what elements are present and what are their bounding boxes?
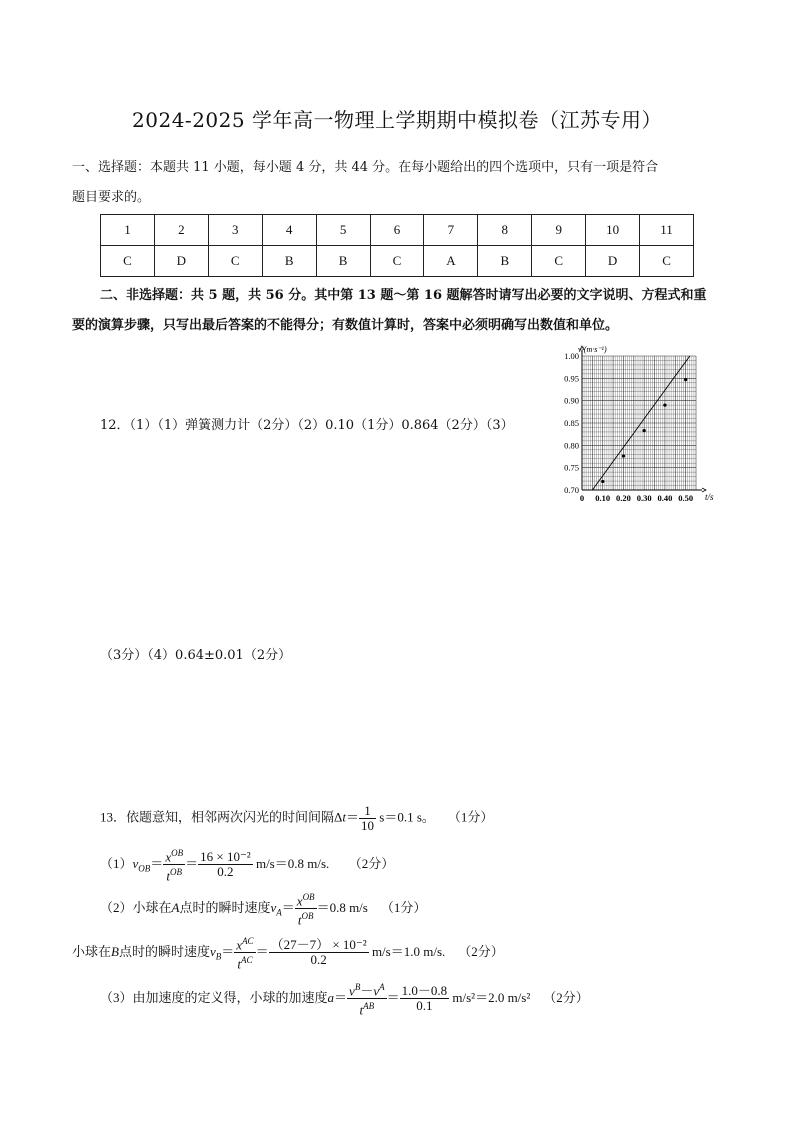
point-b-label: B: [111, 943, 119, 959]
q13-part2: [100, 890, 426, 928]
q12-answer-line2: （3分）（4）0.64±0.01（2分）: [100, 648, 292, 663]
question-number: 3: [208, 215, 262, 246]
answer-cell: A: [424, 246, 478, 277]
equals-sign: ＝: [386, 989, 400, 1005]
equals-sign: ＝: [334, 989, 348, 1005]
q13-part3-symbol-fraction: [347, 980, 387, 1018]
q13-intro-result: s＝0.1 s。: [376, 809, 435, 825]
displacement-superscript: OB: [302, 892, 315, 902]
y-axis-label: v/(m·s⁻¹): [578, 345, 607, 354]
q13-intro: [100, 804, 493, 833]
q13-part2b: [72, 934, 504, 972]
equals-sign: ＝: [255, 943, 269, 959]
fraction-numerator: 1: [359, 804, 376, 819]
time-superscript: OB: [301, 911, 314, 922]
q13-part2b-text2: 点时的瞬时速度: [118, 943, 210, 959]
data-point: [601, 480, 604, 483]
q13-part2b-symbol-fraction: [234, 934, 255, 972]
q13-intro-fraction: [359, 804, 376, 833]
y-tick-label: 0.80: [564, 440, 579, 451]
q13-intro-t: t: [342, 809, 346, 825]
answer-cell: B: [316, 246, 370, 277]
q13-part2-text: （2）小球在: [100, 899, 172, 915]
time-symbol: t: [297, 912, 302, 928]
time-symbol: t: [359, 1002, 364, 1018]
chart-axes: [580, 346, 706, 492]
fraction-denominator: 0.1: [416, 998, 433, 1014]
fraction-denominator: 0.2: [310, 952, 327, 968]
x-tick-label: 0.50: [678, 493, 694, 503]
answer-table-answer-row: [101, 246, 694, 277]
time-symbol: t: [237, 956, 241, 972]
page-title: 2024-2025 学年高一物理上学期期中模拟卷（江苏专用）: [132, 108, 662, 132]
question-number: 1: [101, 215, 155, 246]
question-number: 2: [154, 215, 208, 246]
y-tick-label: 0.75: [564, 462, 579, 473]
time-symbol: t: [166, 868, 171, 884]
answer-cell: C: [208, 246, 262, 277]
question-number: 8: [478, 215, 532, 246]
section1-instruction-line2: 题目要求的。: [72, 190, 151, 205]
fraction-denominator: [163, 865, 185, 883]
answer-cell: C: [640, 246, 694, 277]
fraction-numerator: [163, 846, 185, 865]
time-superscript: AB: [363, 1001, 375, 1012]
answer-cell: D: [154, 246, 208, 277]
fraction-numerator: [234, 934, 255, 953]
question-number: 6: [370, 215, 424, 246]
section2-instruction-line2: 要的演算步骤，只写出最后答案的不能得分；有数值计算时，答案中必须明确写出数值和单位。: [72, 318, 619, 333]
fraction-numerator: 1.0－0.8: [401, 983, 448, 999]
y-tick-label: 0.95: [564, 373, 579, 384]
x-tick-label: 0.40: [657, 493, 673, 503]
equals-sign: ＝: [221, 943, 235, 959]
q13-part1-result: m/s＝0.8 m/s.: [252, 855, 330, 871]
velocity-subscript: OB: [138, 863, 151, 874]
velocity-subscript: A: [276, 907, 282, 918]
fraction-numerator: （27－7） × 10⁻²: [270, 937, 367, 953]
section1-instruction-line1: 一、选择题：本题共 11 小题，每小题 4 分，共 44 分。在每小题给出的四个选项中，只有一项是符合: [72, 160, 659, 175]
q13-part2-fraction: [295, 890, 317, 928]
fraction-denominator: [295, 909, 317, 927]
section2-instruction-line1: 二、非选择题：共 5 题，共 56 分。其中第 13 题～第 16 题解答时请写出必要的文字说明、方程式和重: [100, 288, 707, 303]
q13-intro-score: （1分）: [447, 809, 494, 825]
answer-table-number-row: [101, 215, 694, 246]
q13-part2b-result: m/s＝1.0 m/s.: [368, 943, 446, 959]
answer-cell: B: [478, 246, 532, 277]
displacement-superscript: AC: [242, 936, 254, 946]
equals-sign: ＝: [281, 899, 295, 915]
q13-part3-result: m/s²＝2.0 m/s²: [449, 989, 531, 1005]
answer-cell: C: [101, 246, 155, 277]
acceleration-symbol: a: [327, 989, 335, 1005]
q13-part1-prefix: （1）: [100, 855, 133, 871]
question-number: 5: [316, 215, 370, 246]
fraction-denominator: 10: [361, 818, 375, 833]
answer-cell: B: [262, 246, 316, 277]
velocity-superscript: A: [379, 982, 385, 992]
data-point: [622, 454, 625, 457]
data-point: [663, 404, 666, 407]
displacement-superscript: OB: [171, 848, 184, 858]
equals-sign: ＝: [185, 855, 199, 871]
answer-table: [100, 214, 694, 277]
velocity-symbol: v: [132, 855, 139, 871]
velocity-symbol: v: [373, 983, 380, 999]
displacement-symbol: x: [296, 893, 303, 909]
fraction-denominator: [347, 999, 387, 1017]
q13-part2b-value-fraction: [269, 938, 369, 967]
q13-part1-symbol-fraction: [163, 846, 185, 884]
fraction-numerator: [295, 890, 317, 909]
q13-intro-eq: ＝: [346, 809, 360, 825]
fraction-denominator: 0.2: [217, 864, 234, 880]
question-number: 9: [532, 215, 586, 246]
velocity-subscript: B: [215, 951, 222, 962]
x-tick-label: 0.20: [616, 493, 631, 503]
y-tick-label: 0.70: [564, 485, 579, 495]
q13-part3-value-fraction: [400, 984, 450, 1013]
q13-intro-text: 13．依题意知，相邻两次闪光的时间间隔Δ: [100, 809, 343, 825]
q13-part1: [100, 846, 394, 884]
q13-part3: [100, 980, 589, 1018]
q13-part3-text: （3）由加速度的定义得，小球的加速度: [100, 989, 328, 1005]
q13-part2-text2: 点时的瞬时速度: [179, 899, 271, 915]
answer-cell: C: [532, 246, 586, 277]
y-tick-label: 0.85: [564, 418, 579, 428]
q13-part2b-text: 小球在: [72, 943, 112, 959]
point-a-label: A: [171, 899, 180, 915]
equals-sign: ＝: [150, 855, 164, 871]
x-axis-label: t/s: [705, 492, 714, 502]
data-point: [643, 429, 646, 432]
vt-chart: [548, 342, 724, 510]
velocity-symbol: v: [270, 899, 277, 915]
minus-sign: －: [360, 983, 374, 999]
x-tick-label: 0.10: [595, 493, 611, 503]
answer-cell: C: [370, 246, 424, 277]
x-tick-label: 0: [579, 493, 585, 503]
time-superscript: AC: [240, 955, 253, 966]
velocity-superscript: B: [354, 982, 361, 992]
q13-part2b-score: （2分）: [458, 943, 504, 959]
fraction-numerator: [347, 980, 387, 999]
chart-grid: [582, 356, 696, 490]
q12-answer-line1: 12．（1）（1）弹簧测力计（2分）（2）0.10（1分）0.864（2分）（3）: [100, 418, 514, 433]
question-number: 7: [424, 215, 478, 246]
fraction-denominator: [234, 953, 255, 971]
q13-part2-result: ＝0.8 m/s: [316, 899, 368, 915]
y-tick-label: 0.90: [564, 395, 579, 406]
q13-part2-score: （1分）: [380, 899, 427, 915]
answer-cell: D: [586, 246, 640, 277]
q13-part1-score: （2分）: [348, 855, 395, 871]
y-tick-label: 1.00: [564, 351, 579, 361]
q13-part1-value-fraction: [198, 850, 253, 879]
fraction-numerator: 16 × 10⁻²: [200, 849, 251, 865]
question-number: 4: [262, 215, 316, 246]
q13-part3-score: （2分）: [543, 989, 589, 1005]
displacement-symbol: x: [165, 849, 172, 865]
x-tick-label: 0.30: [636, 493, 652, 503]
displacement-symbol: x: [236, 937, 243, 953]
time-superscript: OB: [170, 867, 183, 878]
data-point: [684, 378, 687, 381]
question-number: 10: [586, 215, 640, 246]
velocity-symbol: v: [349, 983, 355, 999]
velocity-symbol: v: [209, 943, 216, 959]
question-number: 11: [640, 215, 694, 246]
